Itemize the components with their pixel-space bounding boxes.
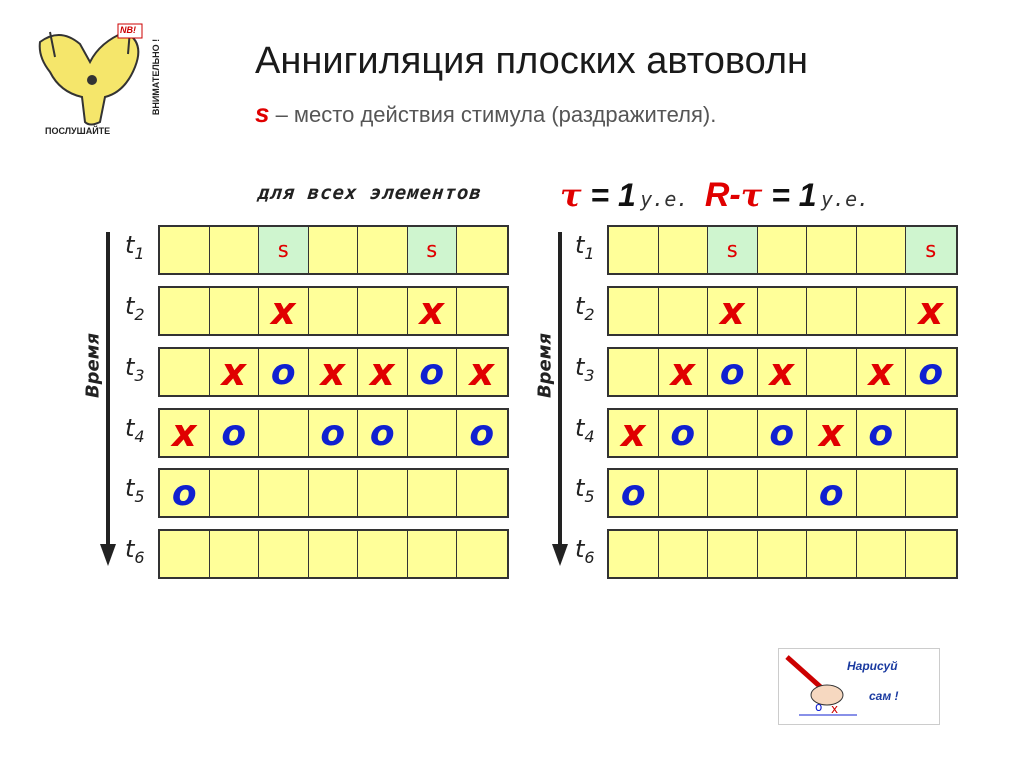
cell-empty bbox=[609, 349, 659, 395]
svg-text:o: o bbox=[815, 700, 823, 714]
right-grid-row-3 bbox=[607, 347, 958, 397]
cell-empty bbox=[160, 349, 210, 395]
time-axis-left bbox=[104, 232, 112, 562]
time-axis-label-left: Время bbox=[82, 332, 104, 399]
time-step-letter: t bbox=[125, 231, 135, 259]
cell-empty bbox=[210, 531, 260, 577]
cell-empty bbox=[758, 288, 808, 334]
left-grid-row-5 bbox=[158, 468, 509, 518]
time-step-index: 4 bbox=[584, 426, 595, 446]
time-step-letter: t bbox=[575, 414, 585, 442]
time-step-label bbox=[125, 474, 145, 506]
cell-empty bbox=[358, 227, 408, 273]
time-axis-right bbox=[556, 232, 564, 562]
time-step-label bbox=[125, 414, 145, 446]
time-step-letter: t bbox=[575, 231, 585, 259]
cell-empty bbox=[857, 288, 907, 334]
time-step-letter: t bbox=[575, 535, 585, 563]
cell-empty bbox=[609, 227, 659, 273]
time-step-index: 4 bbox=[134, 426, 145, 446]
logo-badge: NB! bbox=[120, 25, 136, 35]
cell-empty bbox=[457, 227, 507, 273]
cell-cross: x bbox=[807, 410, 857, 456]
time-step-letter: t bbox=[125, 353, 135, 381]
cell-empty bbox=[408, 410, 458, 456]
time-step-label bbox=[575, 474, 595, 506]
cell-empty bbox=[309, 531, 359, 577]
subtitle bbox=[255, 98, 716, 129]
cell-empty bbox=[857, 227, 907, 273]
cell-empty bbox=[857, 470, 907, 516]
cell-empty bbox=[408, 531, 458, 577]
cell-empty bbox=[609, 288, 659, 334]
cell-circle: o bbox=[309, 410, 359, 456]
cell-empty bbox=[160, 227, 210, 273]
cell-circle: o bbox=[807, 470, 857, 516]
cell-empty bbox=[659, 470, 709, 516]
cell-stimulus: s bbox=[408, 227, 458, 273]
cell-circle: o bbox=[457, 410, 507, 456]
cell-empty bbox=[358, 531, 408, 577]
logo-bottom-text: ПОСЛУШАЙТЕ bbox=[45, 126, 111, 136]
right-grid-row-4 bbox=[607, 408, 958, 458]
left-grid-row-4 bbox=[158, 408, 509, 458]
cell-empty bbox=[210, 288, 260, 334]
cell-empty bbox=[210, 470, 260, 516]
cell-empty bbox=[259, 531, 309, 577]
cell-empty bbox=[807, 349, 857, 395]
cell-empty bbox=[708, 531, 758, 577]
time-step-label bbox=[575, 231, 595, 263]
time-step-label bbox=[575, 535, 595, 567]
cell-empty bbox=[906, 531, 956, 577]
all-elements-note: для всех элементов bbox=[256, 182, 484, 204]
cell-cross: x bbox=[758, 349, 808, 395]
time-step-index: 5 bbox=[134, 486, 145, 506]
cell-empty bbox=[457, 531, 507, 577]
left-grid-row-6 bbox=[158, 529, 509, 579]
time-step-index: 5 bbox=[584, 486, 595, 506]
time-step-index: 6 bbox=[584, 547, 595, 567]
left-grid-row-2 bbox=[158, 286, 509, 336]
cell-cross: x bbox=[457, 349, 507, 395]
time-step-letter: t bbox=[125, 292, 135, 320]
cell-cross: x bbox=[408, 288, 458, 334]
cell-empty bbox=[708, 470, 758, 516]
time-step-index: 3 bbox=[584, 365, 595, 385]
draw-yourself-line1: Нарисуй bbox=[847, 659, 898, 673]
cell-circle: o bbox=[259, 349, 309, 395]
cell-empty bbox=[309, 470, 359, 516]
left-grid-row-1 bbox=[158, 225, 509, 275]
time-step-index: 1 bbox=[584, 243, 595, 263]
time-step-label bbox=[575, 292, 595, 324]
cell-circle: o bbox=[708, 349, 758, 395]
cell-empty bbox=[259, 470, 309, 516]
cell-empty bbox=[906, 410, 956, 456]
time-step-letter: t bbox=[575, 292, 585, 320]
time-axis-label-right: Время bbox=[534, 332, 556, 399]
tau-symbol-2: τ bbox=[740, 176, 763, 214]
down-arrow-icon bbox=[552, 232, 568, 572]
time-step-index: 2 bbox=[584, 304, 595, 324]
cell-empty bbox=[160, 531, 210, 577]
cell-cross: x bbox=[259, 288, 309, 334]
time-step-index: 1 bbox=[134, 243, 145, 263]
draw-yourself-line2: сам ! bbox=[869, 689, 899, 703]
down-arrow-icon bbox=[100, 232, 116, 572]
cell-cross: x bbox=[160, 410, 210, 456]
cell-empty bbox=[807, 227, 857, 273]
cell-empty bbox=[807, 288, 857, 334]
right-grid-row-2 bbox=[607, 286, 958, 336]
formula-unit2: у.е. bbox=[821, 187, 870, 211]
cell-empty bbox=[758, 531, 808, 577]
formula-unit1: у.е. bbox=[640, 187, 689, 211]
right-grid-row-5 bbox=[607, 468, 958, 518]
cell-empty bbox=[160, 288, 210, 334]
cell-circle: o bbox=[758, 410, 808, 456]
cell-empty bbox=[309, 288, 359, 334]
cell-circle: o bbox=[210, 410, 260, 456]
cell-cross: x bbox=[708, 288, 758, 334]
time-step-index: 2 bbox=[134, 304, 145, 324]
time-step-index: 3 bbox=[134, 365, 145, 385]
time-step-letter: t bbox=[125, 535, 135, 563]
cell-cross: x bbox=[906, 288, 956, 334]
left-grid-row-3 bbox=[158, 347, 509, 397]
formula-eq2: = 1 bbox=[762, 177, 817, 213]
cell-empty bbox=[609, 531, 659, 577]
draw-yourself-badge bbox=[778, 648, 940, 725]
cell-circle: o bbox=[160, 470, 210, 516]
cell-empty bbox=[708, 410, 758, 456]
cell-empty bbox=[457, 470, 507, 516]
right-grid-row-6 bbox=[607, 529, 958, 579]
cell-circle: o bbox=[609, 470, 659, 516]
cell-cross: x bbox=[309, 349, 359, 395]
cell-circle: o bbox=[857, 410, 907, 456]
cell-cross: x bbox=[857, 349, 907, 395]
refractory-symbol: R- bbox=[704, 176, 741, 214]
time-step-label bbox=[125, 535, 145, 567]
cell-empty bbox=[758, 470, 808, 516]
time-step-label bbox=[125, 231, 145, 263]
cell-empty bbox=[659, 288, 709, 334]
time-step-label bbox=[125, 292, 145, 324]
cell-circle: o bbox=[358, 410, 408, 456]
cell-circle: o bbox=[906, 349, 956, 395]
cell-empty bbox=[807, 531, 857, 577]
cell-empty bbox=[659, 227, 709, 273]
cell-empty bbox=[906, 470, 956, 516]
cell-circle: o bbox=[408, 349, 458, 395]
right-grid-row-1 bbox=[607, 225, 958, 275]
formula bbox=[560, 176, 869, 215]
cell-empty bbox=[358, 470, 408, 516]
cell-cross: x bbox=[609, 410, 659, 456]
time-step-letter: t bbox=[125, 474, 135, 502]
cell-stimulus: s bbox=[708, 227, 758, 273]
logo-side-text: ВНИМАТЕЛЬНО ! bbox=[151, 38, 162, 116]
svg-text:x: x bbox=[831, 702, 839, 716]
logo bbox=[30, 22, 160, 140]
cell-empty bbox=[457, 288, 507, 334]
cell-empty bbox=[408, 470, 458, 516]
cell-empty bbox=[358, 288, 408, 334]
cell-circle: o bbox=[659, 410, 709, 456]
cell-empty bbox=[309, 227, 359, 273]
time-step-letter: t bbox=[575, 474, 585, 502]
cell-empty bbox=[210, 227, 260, 273]
time-step-index: 6 bbox=[134, 547, 145, 567]
cell-stimulus: s bbox=[259, 227, 309, 273]
time-step-label bbox=[125, 353, 145, 385]
stimulus-symbol: s bbox=[255, 98, 270, 128]
cell-cross: x bbox=[358, 349, 408, 395]
time-step-letter: t bbox=[125, 414, 135, 442]
cell-empty bbox=[259, 410, 309, 456]
subtitle-text: – место действия стимула (раздражителя). bbox=[269, 102, 717, 127]
cell-cross: x bbox=[210, 349, 260, 395]
cell-empty bbox=[857, 531, 907, 577]
cell-empty bbox=[758, 227, 808, 273]
time-step-letter: t bbox=[575, 353, 585, 381]
tau-symbol: τ bbox=[560, 176, 582, 214]
page-title: Аннигиляция плоских автоволн bbox=[255, 40, 809, 82]
ear-logo-icon bbox=[30, 22, 160, 140]
cell-cross: x bbox=[659, 349, 709, 395]
cell-stimulus: s bbox=[906, 227, 956, 273]
formula-eq1: = 1 bbox=[581, 177, 636, 213]
time-step-label bbox=[575, 414, 595, 446]
time-step-label bbox=[575, 353, 595, 385]
cell-empty bbox=[659, 531, 709, 577]
